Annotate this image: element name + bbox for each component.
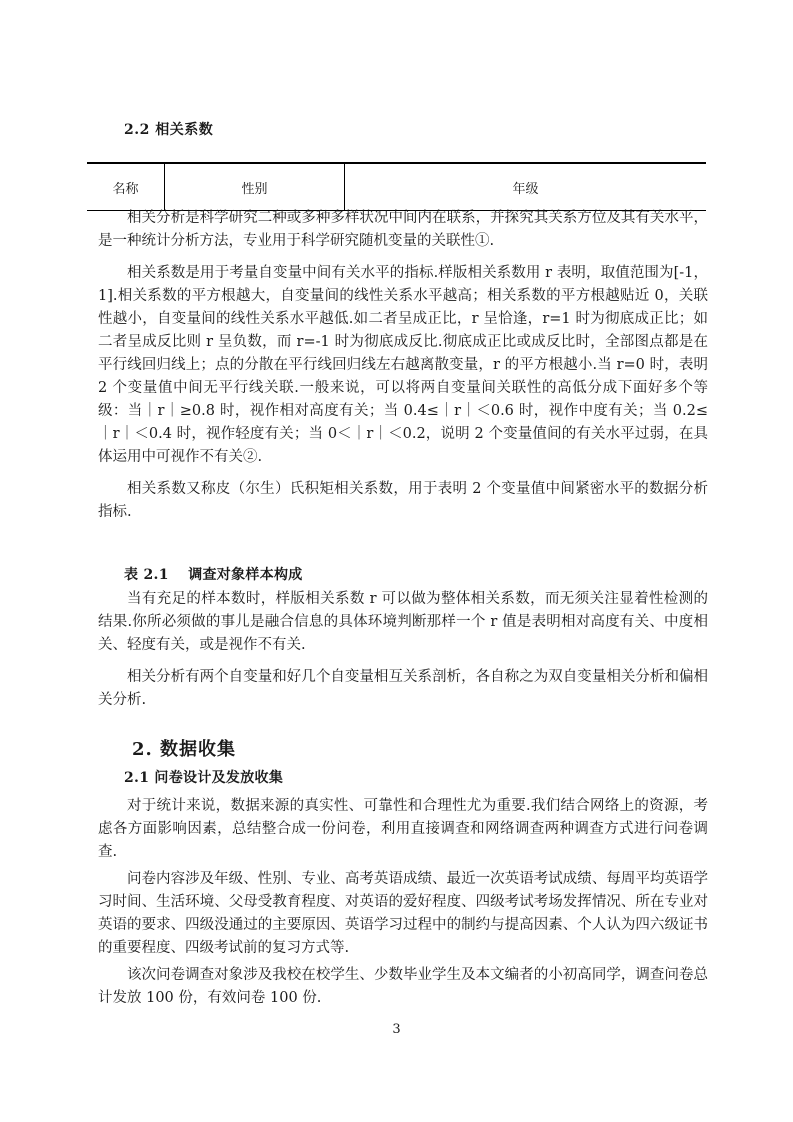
section-2-heading: 2. 数据收集	[132, 739, 237, 760]
section-heading: 2.2 相关系数	[124, 122, 214, 138]
paragraph: 相关分析是科学研究二种或多种多样状况中间内在联系，并探究其关系方位及其有关水平，是一种统计分析方法，专业用于科学研究随机变量的关联性①.	[98, 210, 708, 249]
text-block-b	[98, 588, 708, 712]
data-table	[87, 162, 706, 211]
paragraph: 相关系数是用于考量自变量中间有关水平的指标.样版相关系数用 r 表明，取值范围为[-1，1].相关系数的平方根越大，自变量间的线性关系水平越高；相关系数的平方根越贴近 0，关联性越小，自变量间的线性关系水平越低.如二者呈成正比，r 呈恰逢，r=1 时为彻底成正比；如二者呈成反比则 r 呈负数，而 r=-1 时为彻底成反比.彻底成正比或成反比时，全部图点都是在平行线回归线上；点的分散在平行线回归线左右越离散变量，r 的平方根越小.当 r=0 时，表明 2 个变量值中间无平行线关联.一般来说，可以将两自变量间关联性的高低分成下面好多个等级：当｜r｜≥0.8 时，视作相对高度有关；当 0.4≤｜r｜＜0.6 时，视作中度有关；当 0.2≤｜r｜＜0.4 时，视作轻度有关；当 0＜｜r｜＜0.2，说明 2 个变量值间的有关水平过弱，在具体运用中可视作不有关②.	[98, 265, 708, 465]
page-number: 3	[392, 1022, 401, 1037]
paragraph: 该次问卷调查对象涉及我校在校学生、少数毕业学生及本文编者的小初高同学，调查问卷总计发放 100 份，有效问卷 100 份.	[98, 967, 708, 1006]
subsection-heading: 2.1 问卷设计及发放收集	[124, 770, 284, 786]
paragraph: 对于统计来说，数据来源的真实性、可靠性和合理性尤为重要.我们结合网络上的资源，考虑各方面影响因素，总结整合成一份问卷，利用直接调查和网络调查两种调查方式进行问卷调查.	[98, 798, 708, 860]
table-header-name: 名称	[87, 164, 165, 210]
text-block-c	[98, 795, 708, 1010]
paragraph: 当有充足的样本数时，样版相关系数 r 可以做为整体相关系数，而无须关注显着性检测的结果.你所必须做的事儿是融合信息的具体环境判断那样一个 r 值是表明相对高度有关、中度相关、轻度有关，或是视作不有关.	[98, 591, 708, 653]
table-header-grade: 年级	[512, 181, 539, 197]
table-caption: 表 2.1 调查对象样本构成	[124, 567, 303, 583]
table-header-gender: 性别	[165, 164, 345, 210]
paragraph: 相关分析有两个自变量和好几个自变量相互关系剖析，各自称之为双自变量相关分析和偏相关分析.	[98, 669, 708, 708]
paragraph: 问卷内容涉及年级、性别、专业、高考英语成绩、最近一次英语考试成绩、每周平均英语学习时间、生活环境、父母受教育程度、对英语的爱好程度、四级考试考场发挥情况、所在专业对英语的要求、四级没通过的主要原因、英语学习过程中的制约与提高因素、个人认为四六级证书的重要程度、四级考试前的复习方式等.	[98, 871, 708, 956]
text-block-a	[98, 207, 708, 524]
paragraph: 相关系数又称皮（尔生）氏积矩相关系数，用于表明 2 个变量值中间紧密水平的数据分析指标.	[98, 481, 708, 520]
